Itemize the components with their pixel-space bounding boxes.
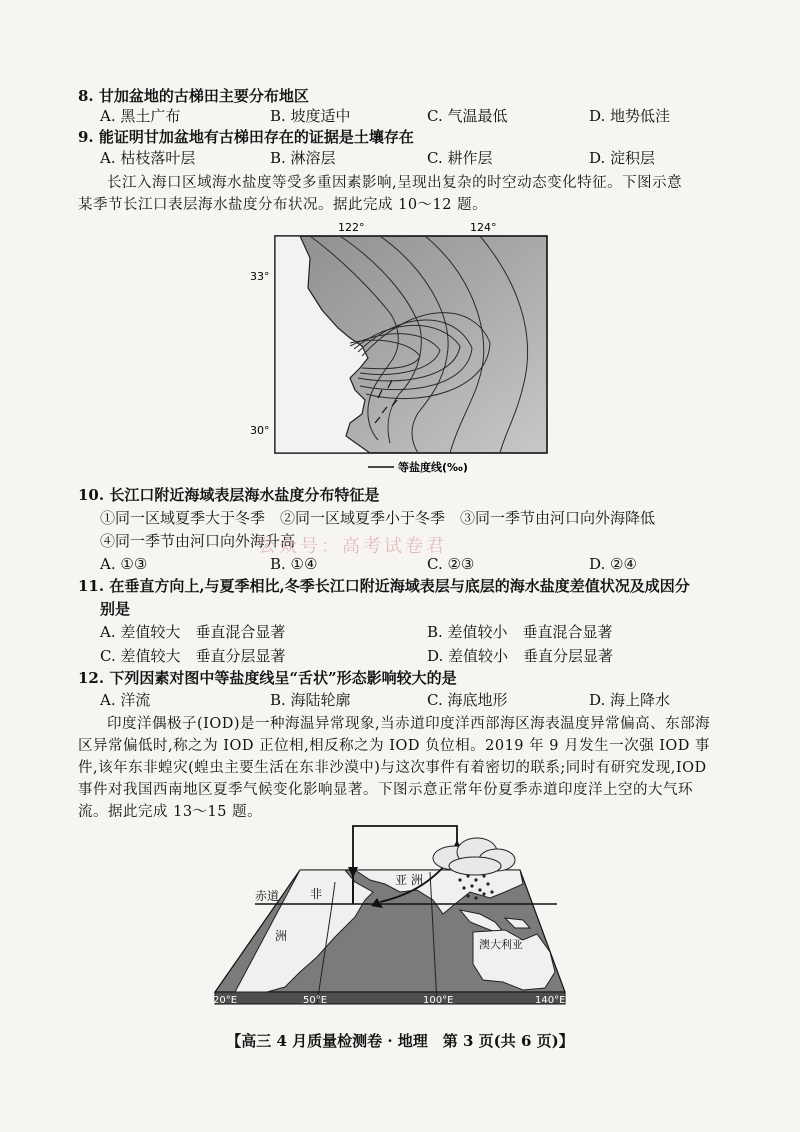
intro-yangtze (78, 172, 718, 216)
equator-label: 赤道 (255, 889, 280, 903)
q9-option-c[interactable]: C. 耕作层 (427, 149, 493, 167)
q12-option-b[interactable]: B. 海陆轮廓 (270, 691, 351, 709)
q12-option-d[interactable]: D. 海上降水 (589, 691, 671, 709)
q8-option-b[interactable]: B. 坡度适中 (270, 107, 351, 125)
intro-yangtze-line1: 长江入海口区域海水盐度等受多重因素影响,呈现出复杂的时空动态变化特征。下图示意 (107, 175, 683, 191)
q11-option-c[interactable]: C. 差值较大 垂直分层显著 (100, 647, 286, 665)
q10-statements-2: ④同一季节由河口向外海升高 (100, 532, 296, 550)
intro-yangtze-line2: 某季节长江口表层海水盐度分布状况。据此完成 10～12 题。 (78, 197, 488, 213)
africa-label-2: 洲 (275, 929, 288, 943)
lon-label-140e: 140°E (535, 995, 566, 1006)
q10-stem: 10. 长江口附近海域表层海水盐度分布特征是 (78, 486, 380, 504)
q8-stem: 8. 甘加盆地的古梯田主要分布地区 (78, 87, 309, 105)
page-footer: 【高三 4 月质量检测卷 · 地理 第 3 页(共 6 页)】 (226, 1032, 574, 1050)
lat-label-30: 30° (250, 424, 270, 437)
lat-label-33: 33° (250, 270, 270, 283)
q9-option-d[interactable]: D. 淀积层 (589, 149, 656, 167)
q11-stem-1: 11. 在垂直方向上,与夏季相比,冬季长江口附近海域表层与底层的海水盐度差值状况及成因分 (78, 577, 690, 595)
q10-option-d[interactable]: D. ②④ (589, 555, 637, 573)
q12-option-c[interactable]: C. 海底地形 (427, 691, 508, 709)
lon-label-50e: 50°E (303, 995, 328, 1006)
ocean-front (215, 992, 565, 1004)
q8-option-d[interactable]: D. 地势低洼 (589, 107, 671, 125)
q12-stem: 12. 下列因素对图中等盐度线呈“舌状”形态影响较大的是 (78, 669, 457, 687)
q11-option-d[interactable]: D. 差值较小 垂直分层显著 (427, 647, 614, 665)
q8-option-c[interactable]: C. 气温最低 (427, 107, 508, 125)
q9-option-b[interactable]: B. 淋溶层 (270, 149, 336, 167)
q11-stem-2: 别是 (100, 600, 131, 618)
q10-option-b[interactable]: B. ①④ (270, 555, 318, 573)
q10-option-c[interactable]: C. ②③ (427, 555, 475, 573)
lon-label-20e: 20°E (213, 995, 238, 1006)
lon-label-124: 124° (470, 221, 497, 234)
q9-stem: 9. 能证明甘加盆地有古梯田存在的证据是土壤存在 (78, 128, 414, 146)
australia-label: 澳大利亚 (479, 938, 523, 951)
q10-option-a[interactable]: A. ①③ (100, 555, 148, 573)
intro-iod-text: 印度洋偶极子(IOD)是一种海温异常现象,当赤道印度洋西部海区海表温度异常偏高、东部海区异常偏低时,称之为 IOD 正位相,相反称之为 IOD 负位相。2019 年 9 月发生一次强 IOD 事件,该年东非蝗灾(蝗虫主要生活在东非沙漠中)与这次事件有着密切的联系;同时有研究发现,IOD 事件对我国西南地区夏季气候变化影响显著。下图示意正常年份夏季赤道印度洋上空的大气环流。据此完成 13～15 题。 (78, 716, 711, 820)
q12-option-a[interactable]: A. 洋流 (100, 691, 151, 709)
watermark-text: 公众号：高考试卷君 (258, 536, 447, 557)
lon-label-122: 122° (338, 221, 365, 234)
lon-label-100e: 100°E (423, 995, 454, 1006)
intro-iod (78, 713, 718, 823)
q10-statements-1: ①同一区域夏季大于冬季 ②同一区域夏季小于冬季 ③同一季节由河口向外海降低 (100, 509, 656, 527)
legend-label: 等盐度线(‰) (398, 461, 468, 474)
africa-label-1: 非 (310, 887, 323, 901)
q8-option-a[interactable]: A. 黑土广布 (100, 107, 181, 125)
q11-option-b[interactable]: B. 差值较小 垂直混合显著 (427, 623, 613, 641)
q9-option-a[interactable]: A. 枯枝落叶层 (100, 149, 196, 167)
salinity-map (250, 218, 560, 480)
asia-label: 亚 洲 (395, 873, 423, 887)
q11-option-a[interactable]: A. 差值较大 垂直混合显著 (100, 623, 286, 641)
circulation-diagram (205, 822, 575, 1012)
